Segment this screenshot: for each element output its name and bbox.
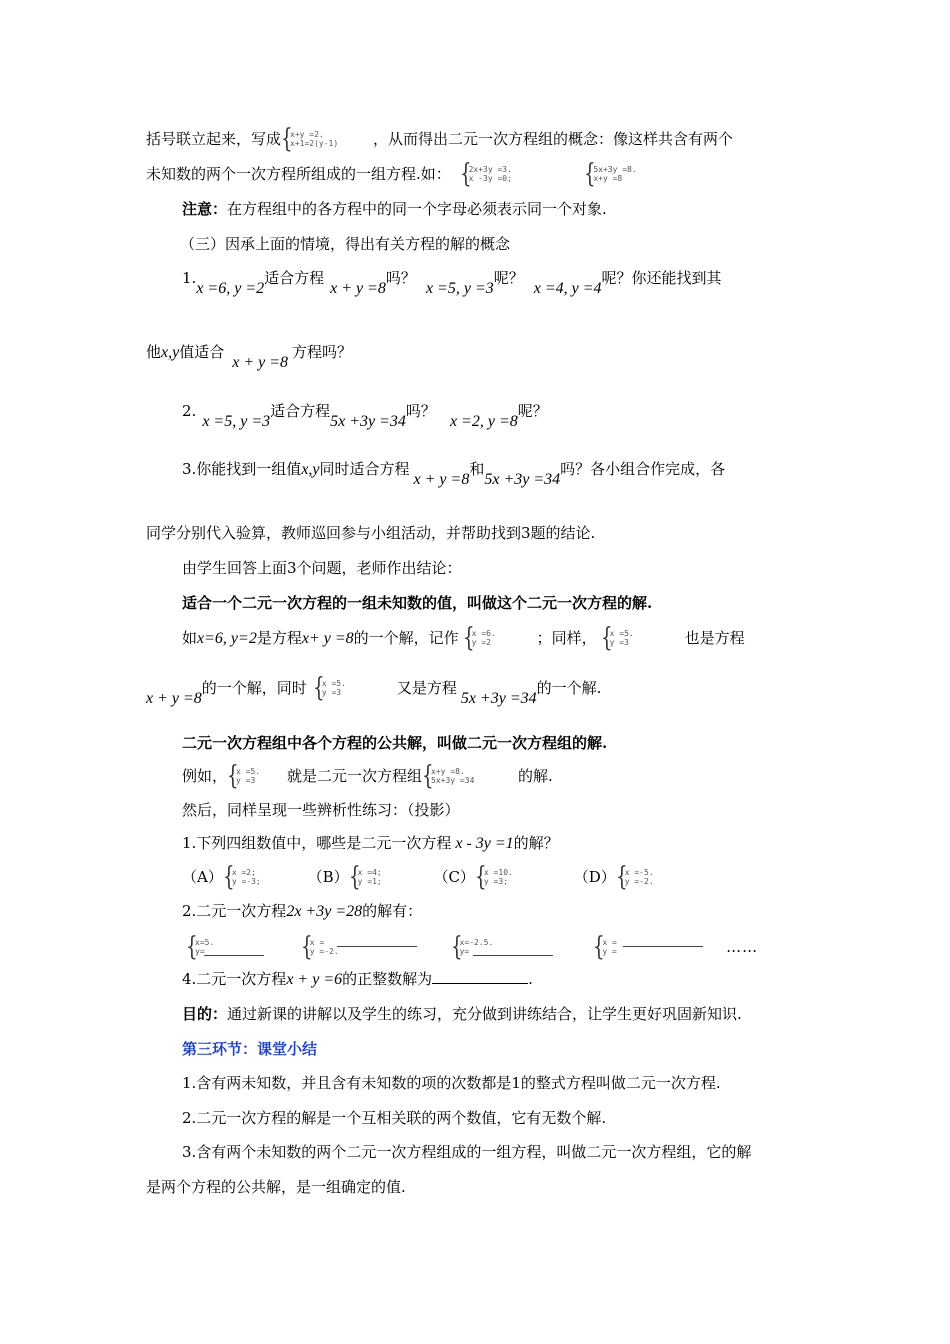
paragraph-line: 然后，同样呈现一些辨析性练习：（投影）: [182, 801, 460, 819]
equation-system: { 5x+3y =8. x+y =8: [584, 159, 637, 189]
question-line: 1.x =6, y =2适合方程x + y =8吗？x =5, y =3呢？x =4, y =4呢？你还能找到其: [182, 269, 722, 297]
blank-system[interactable]: { x = y =: [593, 937, 721, 959]
math-expr: x + y =8: [232, 354, 289, 371]
math-expr: x =6, y =2: [196, 280, 265, 297]
blank-system[interactable]: { x = y =-2.: [301, 937, 446, 959]
equation-system: { 2x+3y =3. x -3y =0;: [459, 159, 512, 189]
option-a: （A） { x =2; y =-3;: [182, 868, 303, 886]
stage-heading: 第三环节：课堂小结: [182, 1040, 318, 1058]
math-expr: x =5, y =3: [202, 413, 271, 430]
question-line: 2.x =5, y =3适合方程5x +3y =34吗？x =2, y =8呢？: [182, 402, 548, 430]
blank-system[interactable]: { x=-2.5. y=: [451, 937, 589, 959]
summary-item: 3.含有两个未知数的两个二元一次方程组成的一组方程，叫做二元一次方程组，它的解: [182, 1143, 752, 1161]
math-expr: x + y =8: [413, 471, 470, 488]
example-line: 如x=6, y=2是方程x+ y =8的一个解，记作 { x =6. y =2 ；同样， { x =5. y =3 也是方程: [182, 623, 745, 653]
math-expr: x + y =8: [146, 690, 202, 707]
options-row: [182, 862, 802, 892]
text-run: ，从而得出二元一次方程组的概念：像这样共含有两个: [373, 130, 734, 148]
math-expr: 5x +3y =34: [484, 471, 561, 488]
math-expr: x+ y =8: [301, 630, 354, 647]
answer-blank[interactable]: [432, 969, 528, 984]
equation-system: { x =5. y =3: [600, 623, 634, 653]
example-line: x + y =8的一个解，同时 { x =5. y =3 又是方程5x +3y =34的一个解.: [146, 673, 602, 707]
equation-system: { x =5. y =3: [312, 673, 346, 703]
paragraph-line: 由学生回答上面3个问题，老师作出结论：: [182, 559, 462, 577]
note-text: 在方程组中的各方程中的同一个字母必须表示同一个对象.: [227, 200, 607, 218]
math-expr: x + y =8: [330, 280, 386, 297]
equation-system: { x =10. y =3;: [474, 862, 513, 892]
definition-system-solution: 二元一次方程组中各个方程的公共解，叫做二元一次方程组的解.: [182, 734, 608, 752]
equation-system: { x =5. y =3: [227, 761, 261, 791]
text-run: 括号联立起来，写成: [146, 130, 282, 148]
ellipsis: ……: [726, 938, 759, 956]
equation-system: { x =-5. y =-2.: [615, 862, 654, 892]
math-expr: x =5, y =3: [425, 280, 494, 297]
equation-system: { x =6. y =2: [462, 623, 496, 653]
goal-text: 通过新课的讲解以及学生的练习，充分做到讲练结合，让学生更好巩固新知识.: [227, 1005, 742, 1023]
text-run: 未知数的两个一次方程所组成的一组方程.如：: [146, 165, 451, 183]
practice-question: 1.下列四组数值中，哪些是二元一次方程 x - 3y =1的解？: [182, 834, 559, 852]
paragraph-line: [146, 124, 810, 154]
goal-line: [182, 1002, 810, 1026]
math-expr: x - 3y =1: [455, 835, 514, 852]
option-c: （C） { x =10. y =3;: [433, 868, 568, 886]
example-line: 例如， { x =5. y =3 就是二元一次方程组 { x+y =8. 5x+3y =34 的解.: [182, 761, 553, 791]
equation-system: { x+y =8. 5x+3y =34: [422, 761, 475, 791]
blank-system[interactable]: { x=5. y=: [186, 937, 296, 959]
paragraph-line: 同学分别代入验算，教师巡回参与小组活动，并帮助找到3题的结论.: [146, 524, 596, 542]
note-line: [182, 197, 810, 221]
summary-item: 1.含有两未知数，并且含有未知数的项的次数都是1的整式方程叫做二元一次方程.: [182, 1074, 721, 1092]
paragraph-line: [146, 159, 810, 189]
equation-system: { x =2; y =-3;: [222, 862, 261, 892]
equation-system: { x =4; y =1;: [348, 862, 382, 892]
option-b: （B） { x =4; y =1;: [308, 868, 429, 886]
question-line: 3.你能找到一组值x,y同时适合方程x + y =8和5x +3y =34吗？各小组合作完成，各: [182, 460, 726, 488]
math-expr: 5x +3y =34: [330, 413, 406, 430]
math-expr: x =2, y =8: [449, 413, 518, 430]
question-line: 他x,y值适合x + y =8方程吗？: [146, 343, 353, 371]
note-label: 注意：: [182, 200, 228, 218]
practice-question: 2.二元一次方程2x +3y =28的解有：: [182, 902, 423, 920]
math-expr: 5x +3y =34: [460, 690, 537, 707]
math-expr: x =4, y =4: [533, 280, 602, 297]
summary-item-continued: 是两个方程的公共解，是一组确定的值.: [146, 1178, 406, 1196]
definition-solution: 适合一个二元一次方程的一组未知数的值，叫做这个二元一次方程的解.: [182, 594, 653, 612]
section-heading: （三）因承上面的情境，得出有关方程的解的概念: [180, 235, 511, 253]
math-expr: x + y =6: [286, 971, 343, 988]
answer-blanks-row: [186, 932, 766, 962]
goal-label: 目的：: [182, 1005, 228, 1023]
summary-item: 2.二元一次方程的解是一个互相关联的两个数值，它有无数个解.: [182, 1109, 607, 1127]
option-d: （D） { x =-5. y =-2.: [574, 868, 706, 886]
practice-question: 4.二元一次方程x + y =6的正整数解为 .: [182, 970, 533, 988]
equation-system: { x+y =2. x+1=2(y-1): [281, 124, 339, 154]
math-expr: 2x +3y =28: [286, 903, 363, 920]
